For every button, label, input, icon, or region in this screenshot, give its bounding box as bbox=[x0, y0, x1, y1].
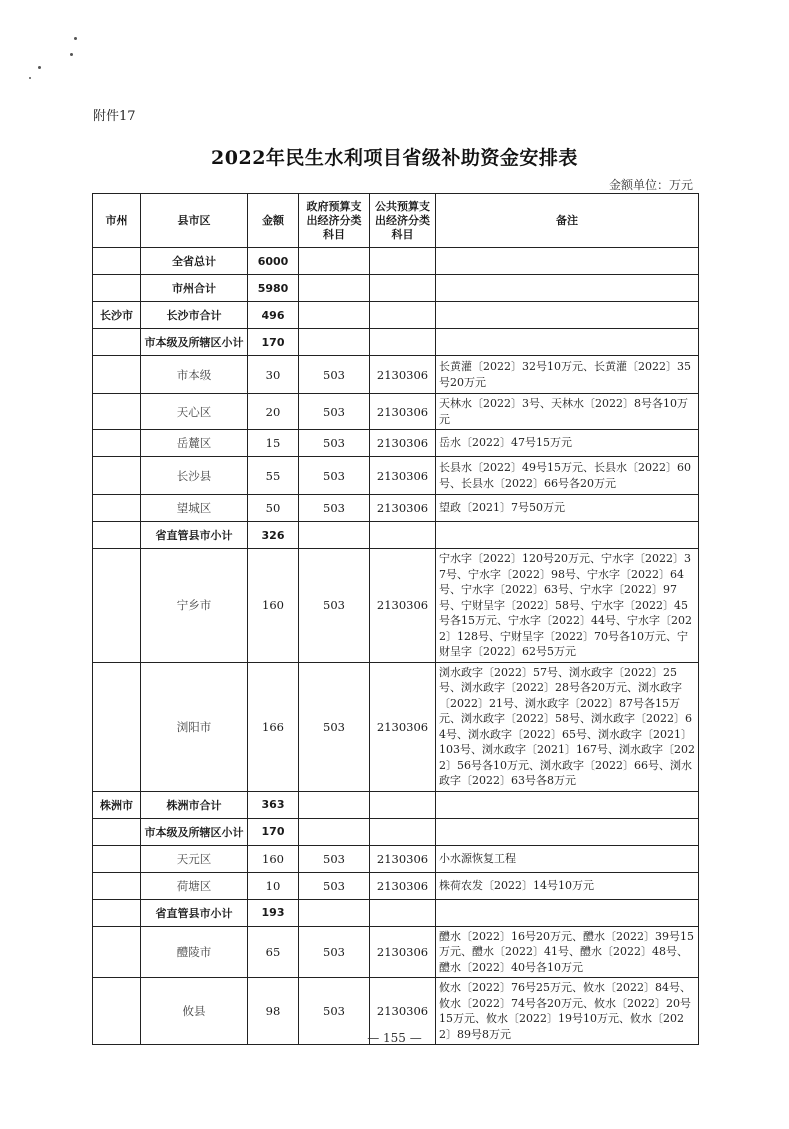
cell-county: 省直管县市小计 bbox=[141, 899, 248, 926]
cell-city bbox=[93, 662, 141, 791]
cell-amount: 496 bbox=[248, 302, 299, 329]
cell-gov-code bbox=[299, 302, 370, 329]
cell-gov-code bbox=[299, 275, 370, 302]
cell-note bbox=[436, 522, 699, 549]
page-number: — 155 — bbox=[367, 1031, 422, 1045]
cell-note: 宁水字〔2022〕120号20万元、宁水字〔2022〕37号、宁水字〔2022〕98号、宁水字〔2022〕64号、宁水字〔2022〕63号、宁水字〔2022〕97号、宁财呈字〔2022〕58号、宁水字〔2022〕45号各15万元、宁水字〔2022〕44号、宁水字〔2022〕128号、宁财呈字〔2022〕70号各10万元、宁财呈字〔2022〕62号5万元 bbox=[436, 549, 699, 663]
cell-county: 长沙市合计 bbox=[141, 302, 248, 329]
cell-amount: 6000 bbox=[248, 248, 299, 275]
cell-pub-code: 2130306 bbox=[370, 356, 436, 394]
cell-county: 株洲市合计 bbox=[141, 791, 248, 818]
cell-city bbox=[93, 394, 141, 430]
cell-pub-code: 2130306 bbox=[370, 872, 436, 899]
cell-city bbox=[93, 457, 141, 495]
cell-county: 市本级及所辖区小计 bbox=[141, 329, 248, 356]
cell-note bbox=[436, 275, 699, 302]
cell-amount: 363 bbox=[248, 791, 299, 818]
cell-pub-code: 2130306 bbox=[370, 549, 436, 663]
cell-amount: 65 bbox=[248, 926, 299, 978]
cell-gov-code: 503 bbox=[299, 845, 370, 872]
cell-amount: 5980 bbox=[248, 275, 299, 302]
cell-pub-code: 2130306 bbox=[370, 430, 436, 457]
table-row bbox=[93, 791, 699, 818]
cell-county: 浏阳市 bbox=[141, 662, 248, 791]
cell-county: 天心区 bbox=[141, 394, 248, 430]
cell-pub-code bbox=[370, 248, 436, 275]
cell-city bbox=[93, 926, 141, 978]
cell-city bbox=[93, 899, 141, 926]
cell-city bbox=[93, 275, 141, 302]
cell-county: 市本级及所辖区小计 bbox=[141, 818, 248, 845]
cell-city bbox=[93, 495, 141, 522]
cell-gov-code bbox=[299, 329, 370, 356]
unit-label: 金额单位：万元 bbox=[608, 178, 693, 192]
cell-county: 醴陵市 bbox=[141, 926, 248, 978]
scan-speck bbox=[38, 66, 41, 69]
cell-city bbox=[93, 549, 141, 663]
table-row bbox=[93, 430, 699, 457]
cell-pub-code bbox=[370, 329, 436, 356]
cell-gov-code bbox=[299, 248, 370, 275]
cell-pub-code: 2130306 bbox=[370, 662, 436, 791]
table-row bbox=[93, 662, 699, 791]
cell-note: 望政〔2021〕7号50万元 bbox=[436, 495, 699, 522]
cell-county: 全省总计 bbox=[141, 248, 248, 275]
table-row bbox=[93, 899, 699, 926]
cell-pub-code: 2130306 bbox=[370, 978, 436, 1045]
header-city: 市州 bbox=[93, 194, 141, 248]
cell-amount: 15 bbox=[248, 430, 299, 457]
table-row bbox=[93, 549, 699, 663]
cell-amount: 160 bbox=[248, 549, 299, 663]
header-pub-code: 公共预算支出经济分类科目 bbox=[370, 194, 436, 248]
cell-gov-code: 503 bbox=[299, 926, 370, 978]
cell-pub-code bbox=[370, 522, 436, 549]
cell-gov-code: 503 bbox=[299, 394, 370, 430]
table-row bbox=[93, 329, 699, 356]
cell-amount: 193 bbox=[248, 899, 299, 926]
cell-note bbox=[436, 302, 699, 329]
cell-note: 长黄灌〔2022〕32号10万元、长黄灌〔2022〕35号20万元 bbox=[436, 356, 699, 394]
cell-pub-code: 2130306 bbox=[370, 394, 436, 430]
table-header-row bbox=[93, 194, 699, 248]
allocation-table bbox=[92, 193, 699, 1045]
table-body bbox=[93, 248, 699, 1045]
cell-amount: 170 bbox=[248, 329, 299, 356]
cell-gov-code bbox=[299, 522, 370, 549]
cell-city bbox=[93, 329, 141, 356]
cell-gov-code: 503 bbox=[299, 430, 370, 457]
cell-pub-code: 2130306 bbox=[370, 845, 436, 872]
cell-note bbox=[436, 248, 699, 275]
cell-county: 宁乡市 bbox=[141, 549, 248, 663]
cell-pub-code bbox=[370, 302, 436, 329]
cell-note bbox=[436, 329, 699, 356]
cell-amount: 20 bbox=[248, 394, 299, 430]
table-row bbox=[93, 356, 699, 394]
table-row bbox=[93, 926, 699, 978]
cell-pub-code bbox=[370, 275, 436, 302]
table-row bbox=[93, 495, 699, 522]
cell-note: 株荷农发〔2022〕14号10万元 bbox=[436, 872, 699, 899]
cell-gov-code: 503 bbox=[299, 549, 370, 663]
cell-gov-code: 503 bbox=[299, 457, 370, 495]
cell-note: 浏水政字〔2022〕57号、浏水政字〔2022〕25号、浏水政字〔2022〕28号各20万元、浏水政字〔2022〕21号、浏水政字〔2022〕87号各15万元、浏水政字〔2022〕58号、浏水政字〔2022〕64号、浏水政字〔2022〕65号、浏水政字〔2021〕103号、浏水政字〔2021〕167号、浏水政字〔2022〕56号各10万元、浏水政字〔2022〕66号、浏水政字〔2022〕63号各8万元 bbox=[436, 662, 699, 791]
attachment-label: 附件17 bbox=[93, 109, 136, 124]
cell-pub-code: 2130306 bbox=[370, 495, 436, 522]
cell-gov-code: 503 bbox=[299, 495, 370, 522]
table-row bbox=[93, 302, 699, 329]
cell-county: 省直管县市小计 bbox=[141, 522, 248, 549]
cell-gov-code: 503 bbox=[299, 872, 370, 899]
cell-pub-code bbox=[370, 818, 436, 845]
document-title: 2022年民生水利项目省级补助资金安排表 bbox=[211, 147, 578, 169]
cell-pub-code: 2130306 bbox=[370, 926, 436, 978]
cell-gov-code bbox=[299, 818, 370, 845]
cell-city bbox=[93, 845, 141, 872]
cell-note: 攸水〔2022〕76号25万元、攸水〔2022〕84号、攸水〔2022〕74号各20万元、攸水〔2022〕20号15万元、攸水〔2022〕19号10万元、攸水〔2022〕89号8万元 bbox=[436, 978, 699, 1045]
table-row bbox=[93, 818, 699, 845]
cell-city: 长沙市 bbox=[93, 302, 141, 329]
cell-gov-code bbox=[299, 791, 370, 818]
scan-speck bbox=[70, 53, 73, 56]
cell-city bbox=[93, 818, 141, 845]
cell-city: 株洲市 bbox=[93, 791, 141, 818]
table-row bbox=[93, 872, 699, 899]
cell-amount: 10 bbox=[248, 872, 299, 899]
cell-note bbox=[436, 791, 699, 818]
cell-gov-code: 503 bbox=[299, 662, 370, 791]
header-note: 备注 bbox=[436, 194, 699, 248]
scan-speck bbox=[29, 77, 31, 79]
cell-county: 攸县 bbox=[141, 978, 248, 1045]
table-row bbox=[93, 275, 699, 302]
cell-county: 荷塘区 bbox=[141, 872, 248, 899]
cell-amount: 326 bbox=[248, 522, 299, 549]
cell-county: 长沙县 bbox=[141, 457, 248, 495]
cell-gov-code: 503 bbox=[299, 978, 370, 1045]
cell-county: 市本级 bbox=[141, 356, 248, 394]
cell-gov-code bbox=[299, 899, 370, 926]
table-row bbox=[93, 522, 699, 549]
scan-speck bbox=[74, 37, 77, 40]
header-amount: 金额 bbox=[248, 194, 299, 248]
cell-note bbox=[436, 818, 699, 845]
cell-city bbox=[93, 356, 141, 394]
cell-pub-code bbox=[370, 899, 436, 926]
cell-amount: 98 bbox=[248, 978, 299, 1045]
cell-city bbox=[93, 872, 141, 899]
cell-city bbox=[93, 248, 141, 275]
cell-city bbox=[93, 522, 141, 549]
cell-note: 长县水〔2022〕49号15万元、长县水〔2022〕60号、长县水〔2022〕66号各20万元 bbox=[436, 457, 699, 495]
header-county: 县市区 bbox=[141, 194, 248, 248]
cell-note bbox=[436, 899, 699, 926]
cell-amount: 166 bbox=[248, 662, 299, 791]
cell-pub-code bbox=[370, 791, 436, 818]
cell-amount: 30 bbox=[248, 356, 299, 394]
table-row bbox=[93, 248, 699, 275]
cell-note: 天林水〔2022〕3号、天林水〔2022〕8号各10万元 bbox=[436, 394, 699, 430]
cell-pub-code: 2130306 bbox=[370, 457, 436, 495]
cell-county: 天元区 bbox=[141, 845, 248, 872]
cell-amount: 170 bbox=[248, 818, 299, 845]
cell-gov-code: 503 bbox=[299, 356, 370, 394]
table-row bbox=[93, 394, 699, 430]
cell-county: 岳麓区 bbox=[141, 430, 248, 457]
header-gov-code: 政府预算支出经济分类科目 bbox=[299, 194, 370, 248]
cell-amount: 50 bbox=[248, 495, 299, 522]
cell-note: 小水源恢复工程 bbox=[436, 845, 699, 872]
cell-county: 望城区 bbox=[141, 495, 248, 522]
cell-amount: 160 bbox=[248, 845, 299, 872]
table-row bbox=[93, 457, 699, 495]
cell-note: 醴水〔2022〕16号20万元、醴水〔2022〕39号15万元、醴水〔2022〕41号、醴水〔2022〕48号、醴水〔2022〕40号各10万元 bbox=[436, 926, 699, 978]
cell-city bbox=[93, 430, 141, 457]
cell-county: 市州合计 bbox=[141, 275, 248, 302]
table-row bbox=[93, 845, 699, 872]
cell-note: 岳水〔2022〕47号15万元 bbox=[436, 430, 699, 457]
cell-amount: 55 bbox=[248, 457, 299, 495]
